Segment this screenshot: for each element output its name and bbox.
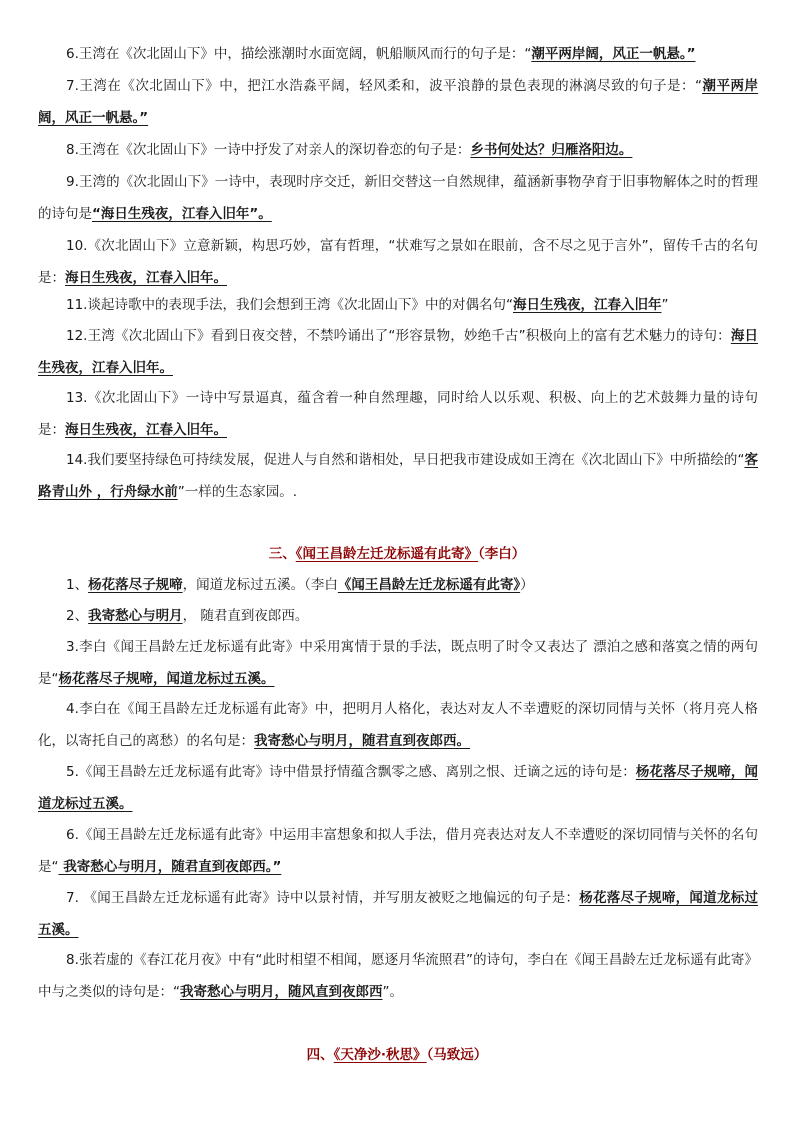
answer: 潮平两岸阔，风正一帆悬。” [38,78,759,126]
answer: “海日生残夜，江春入旧年”。 [92,206,272,222]
answer: 海日生残夜，江春入旧年。 [65,270,227,286]
answer: 我寄愁心与明月，随君直到夜郎西。” [58,859,282,875]
answer: 乡书何处达？归雁洛阳边。 [470,142,633,158]
item-2-7: 7.王湾在《次北固山下》中，把江水浩淼平阔，轻风柔和，波平浪静的景色表现的淋漓尽致的句子是：“潮平两岸阔，风正一帆悬。” [38,78,759,126]
section-4-title: 四、《天净沙·秋思》（马致远） [306,1047,488,1063]
answer: 我寄愁心与明月 [88,608,183,624]
item-3-3: 3.李白《闻王昌龄左迁龙标遥有此寄》中采用寓情于景的手法，既点明了时令又表达了 漂泊之感和落寞之情的两句是“杨花落尽子规啼，闻道龙标过五溪。 [38,639,758,687]
item-3-6: 6.《闻王昌龄左迁龙标遥有此寄》中运用丰富想象和拟人手法，借月亮表达对友人不幸遭贬的深切同情与关怀的名句是“ 我寄愁心与明月，随君直到夜郎西。” [38,827,758,875]
item-2-11: 11.谈起诗歌中的表现手法，我们会想到王湾《次北固山下》中的对偶名句“海日生残夜，江春入旧年” [66,297,669,313]
item-2-10: 10.《次北固山下》立意新颖，构思巧妙，富有哲理，“状难写之景如在眼前，含不尽之见于言外”，留传千古的名句是：海日生残夜，江春入旧年。 [38,238,758,286]
item-3-5: 5.《闻王昌龄左迁龙标遥有此寄》诗中借景抒情蕴含飘零之感、离别之恨、迁谪之远的诗句是：杨花落尽子规啼，闻道龙标过五溪。 [38,764,759,812]
section-3-title: 三、《闻王昌龄左迁龙标遥有此寄》（李白） [268,546,526,562]
answer: 客路青山外 ，行舟绿水前 [38,452,758,500]
item-3-8: 8.张若虚的《春江花月夜》中有“此时相望不相闻，愿逐月华流照君”的诗句，李白在《闻王昌龄左迁龙标遥有此寄》中与之类似的诗句是：“我寄愁心与明月，随风直到夜郎西”。 [38,952,758,1000]
item-3-4: 4.李白在《闻王昌龄左迁龙标遥有此寄》中，把明月人格化，表达对友人不幸遭贬的深切同情与关怀（将月亮人格化，以寄托自己的离愁）的名句是：我寄愁心与明月，随君直到夜郎西。 [38,701,758,749]
answer: 海日生残夜，江春入旧年。 [38,328,758,376]
answer: 海日生残夜，江春入旧年。 [65,422,227,438]
answer: 杨花落尽子规啼，闻道龙标过五溪。 [38,890,758,938]
answer: 《闻王昌龄左迁龙标遥有此寄》 [337,577,521,593]
answer: 杨花落尽子规啼 [88,577,183,593]
item-2-9: 9.王湾的《次北固山下》一诗中，表现时序交迁，新旧交替这一自然规律，蕴涵新事物孕育于旧事物解体之时的哲理的诗句是“海日生残夜，江春入旧年”。 [38,174,758,222]
item-2-14: 14.我们要坚持绿色可持续发展，促进人与自然和谐相处，早日把我市建设成如王湾在《次北固山下》中所描绘的“客路青山外 ，行舟绿水前”一样的生态家园。. [38,452,758,500]
answer: 我寄愁心与明月，随风直到夜郎西 [180,984,383,1000]
item-2-6: 6.王湾在《次北固山下》中，描绘涨潮时水面宽阔，帆船顺风而行的句子是：“潮平两岸阔，风正一帆悬。” [66,46,696,62]
item-3-1: 1、杨花落尽子规啼，闻道龙标过五溪。（李白《闻王昌龄左迁龙标遥有此寄》） [66,577,534,593]
answer: 潮平两岸阔，风正一帆悬。” [531,46,696,62]
answer: 我寄愁心与明月，随君直到夜郎西。 [254,733,470,749]
answer: 海日生残夜，江春入旧年 [512,297,662,313]
item-2-13: 13.《次北固山下》一诗中写景逼真，蕴含着一种自然理趣，同时给人以乐观、积极、向上的艺术鼓舞力量的诗句是：海日生残夜，江春入旧年。 [38,390,758,438]
answer: 杨花落尽子规啼，闻道龙标过五溪。 [38,764,759,812]
item-2-12: 12.王湾《次北固山下》看到日夜交替，不禁吟诵出了“形容景物，妙绝千古”积极向上的富有艺术魅力的诗句：海日生残夜，江春入旧年。 [38,328,758,376]
item-2-8: 8.王湾在《次北固山下》一诗中抒发了对亲人的深切眷恋的句子是：乡书何处达？归雁洛阳边。 [66,142,633,158]
item-3-7: 7. 《闻王昌龄左迁龙标遥有此寄》诗中以景衬情，并写朋友被贬之地偏远的句子是：杨花落尽子规啼，闻道龙标过五溪。 [38,890,758,938]
item-3-2: 2、我寄愁心与明月， 随君直到夜郎西。 [66,608,309,624]
answer: 杨花落尽子规啼，闻道龙标过五溪。 [58,671,275,687]
